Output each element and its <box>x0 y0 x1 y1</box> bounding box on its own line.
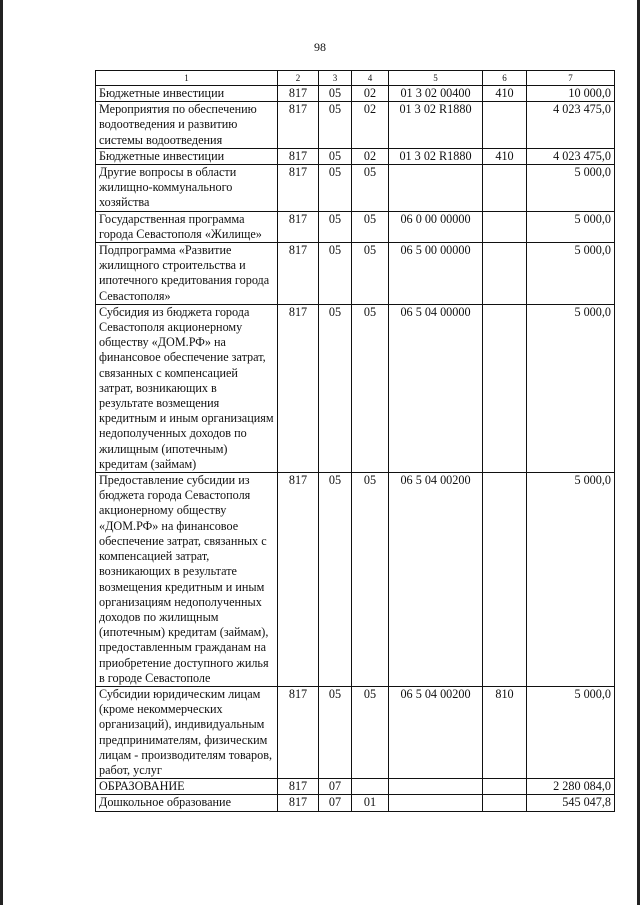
row-name: Государственная программа города Севастополя «Жилище» <box>96 211 278 242</box>
row-amount: 5 000,0 <box>527 304 615 472</box>
row-amount: 4 023 475,0 <box>527 102 615 149</box>
row-target <box>389 165 483 212</box>
row-subsection <box>352 779 389 795</box>
row-code: 817 <box>278 795 319 811</box>
row-name: Бюджетные инвестиции <box>96 148 278 164</box>
row-code: 817 <box>278 165 319 212</box>
row-code: 817 <box>278 102 319 149</box>
row-amount: 5 000,0 <box>527 243 615 305</box>
row-code: 817 <box>278 779 319 795</box>
row-section: 05 <box>319 243 352 305</box>
row-subsection: 05 <box>352 211 389 242</box>
row-code: 817 <box>278 304 319 472</box>
row-amount: 2 280 084,0 <box>527 779 615 795</box>
row-amount: 5 000,0 <box>527 686 615 778</box>
column-header: 1 <box>96 71 278 86</box>
row-subsection: 05 <box>352 686 389 778</box>
row-name: ОБРАЗОВАНИЕ <box>96 779 278 795</box>
row-amount: 5 000,0 <box>527 211 615 242</box>
row-name: Субсидии юридическим лицам (кроме некоммерческих организаций), индивидуальным предпринимателям, физическим лицам - производителям товаров, работ, услуг <box>96 686 278 778</box>
row-section: 07 <box>319 779 352 795</box>
table-row <box>96 243 615 305</box>
row-subsection: 02 <box>352 148 389 164</box>
row-subsection: 05 <box>352 473 389 687</box>
row-target: 01 3 02 00400 <box>389 86 483 102</box>
row-subsection: 02 <box>352 102 389 149</box>
row-section: 05 <box>319 686 352 778</box>
row-type <box>483 165 527 212</box>
row-amount: 5 000,0 <box>527 165 615 212</box>
table-row <box>96 795 615 811</box>
row-section: 05 <box>319 86 352 102</box>
row-subsection: 01 <box>352 795 389 811</box>
row-section: 05 <box>319 211 352 242</box>
row-name: Другие вопросы в области жилищно-коммунального хозяйства <box>96 165 278 212</box>
column-header: 6 <box>483 71 527 86</box>
row-type: 410 <box>483 86 527 102</box>
table-row <box>96 148 615 164</box>
row-subsection: 05 <box>352 165 389 212</box>
row-name: Подпрограмма «Развитие жилищного строительства и ипотечного кредитования города Севастополя» <box>96 243 278 305</box>
row-section: 05 <box>319 102 352 149</box>
row-section: 05 <box>319 165 352 212</box>
table-row <box>96 779 615 795</box>
column-header: 5 <box>389 71 483 86</box>
row-target: 06 5 00 00000 <box>389 243 483 305</box>
row-code: 817 <box>278 86 319 102</box>
row-subsection: 05 <box>352 304 389 472</box>
row-name: Предоставление субсидии из бюджета города Севастополя акционерному обществу «ДОМ.РФ» на финансовое обеспечение затрат, связанных с компенсацией затрат, возникающих в результате возмещения кредитным и иным организациям недополученных доходов по жилищным (ипотечным) кредитам (займам), предоставленным гражданам на приобретение доступного жилья в городе Севастополе <box>96 473 278 687</box>
row-target: 01 3 02 R1880 <box>389 148 483 164</box>
row-name: Субсидия из бюджета города Севастополя акционерному обществу «ДОМ.РФ» на финансовое обеспечение затрат, связанных с компенсацией затрат, возникающих в результате возмещения кредитным и иным организациям недополученных доходов по жилищным (ипотечным) кредитам (займам) <box>96 304 278 472</box>
table-header-row <box>96 71 615 86</box>
row-type <box>483 211 527 242</box>
column-header: 2 <box>278 71 319 86</box>
row-section: 05 <box>319 473 352 687</box>
row-type <box>483 473 527 687</box>
row-target: 06 5 04 00000 <box>389 304 483 472</box>
row-type <box>483 795 527 811</box>
row-type <box>483 304 527 472</box>
row-section: 05 <box>319 148 352 164</box>
row-type <box>483 102 527 149</box>
row-name: Бюджетные инвестиции <box>96 86 278 102</box>
row-target: 06 5 04 00200 <box>389 686 483 778</box>
table-row <box>96 211 615 242</box>
row-target: 06 0 00 00000 <box>389 211 483 242</box>
page-number: 98 <box>314 40 326 54</box>
scan-edge-left <box>0 0 3 905</box>
row-target <box>389 795 483 811</box>
column-header: 7 <box>527 71 615 86</box>
row-amount: 545 047,8 <box>527 795 615 811</box>
column-header: 4 <box>352 71 389 86</box>
row-code: 817 <box>278 211 319 242</box>
row-section: 07 <box>319 795 352 811</box>
column-header: 3 <box>319 71 352 86</box>
row-code: 817 <box>278 243 319 305</box>
row-target <box>389 779 483 795</box>
row-amount: 5 000,0 <box>527 473 615 687</box>
row-amount: 4 023 475,0 <box>527 148 615 164</box>
budget-table <box>95 70 615 812</box>
row-target: 06 5 04 00200 <box>389 473 483 687</box>
row-section: 05 <box>319 304 352 472</box>
row-subsection: 02 <box>352 86 389 102</box>
row-type <box>483 243 527 305</box>
table-row <box>96 165 615 212</box>
row-type <box>483 779 527 795</box>
row-name: Мероприятия по обеспечению водоотведения и развитию системы водоотведения <box>96 102 278 149</box>
row-code: 817 <box>278 473 319 687</box>
table-row <box>96 686 615 778</box>
row-code: 817 <box>278 686 319 778</box>
row-type: 810 <box>483 686 527 778</box>
table-row <box>96 473 615 687</box>
row-name: Дошкольное образование <box>96 795 278 811</box>
row-subsection: 05 <box>352 243 389 305</box>
table-row <box>96 304 615 472</box>
row-type: 410 <box>483 148 527 164</box>
row-code: 817 <box>278 148 319 164</box>
row-target: 01 3 02 R1880 <box>389 102 483 149</box>
row-amount: 10 000,0 <box>527 86 615 102</box>
table-row <box>96 102 615 149</box>
table-row <box>96 86 615 102</box>
